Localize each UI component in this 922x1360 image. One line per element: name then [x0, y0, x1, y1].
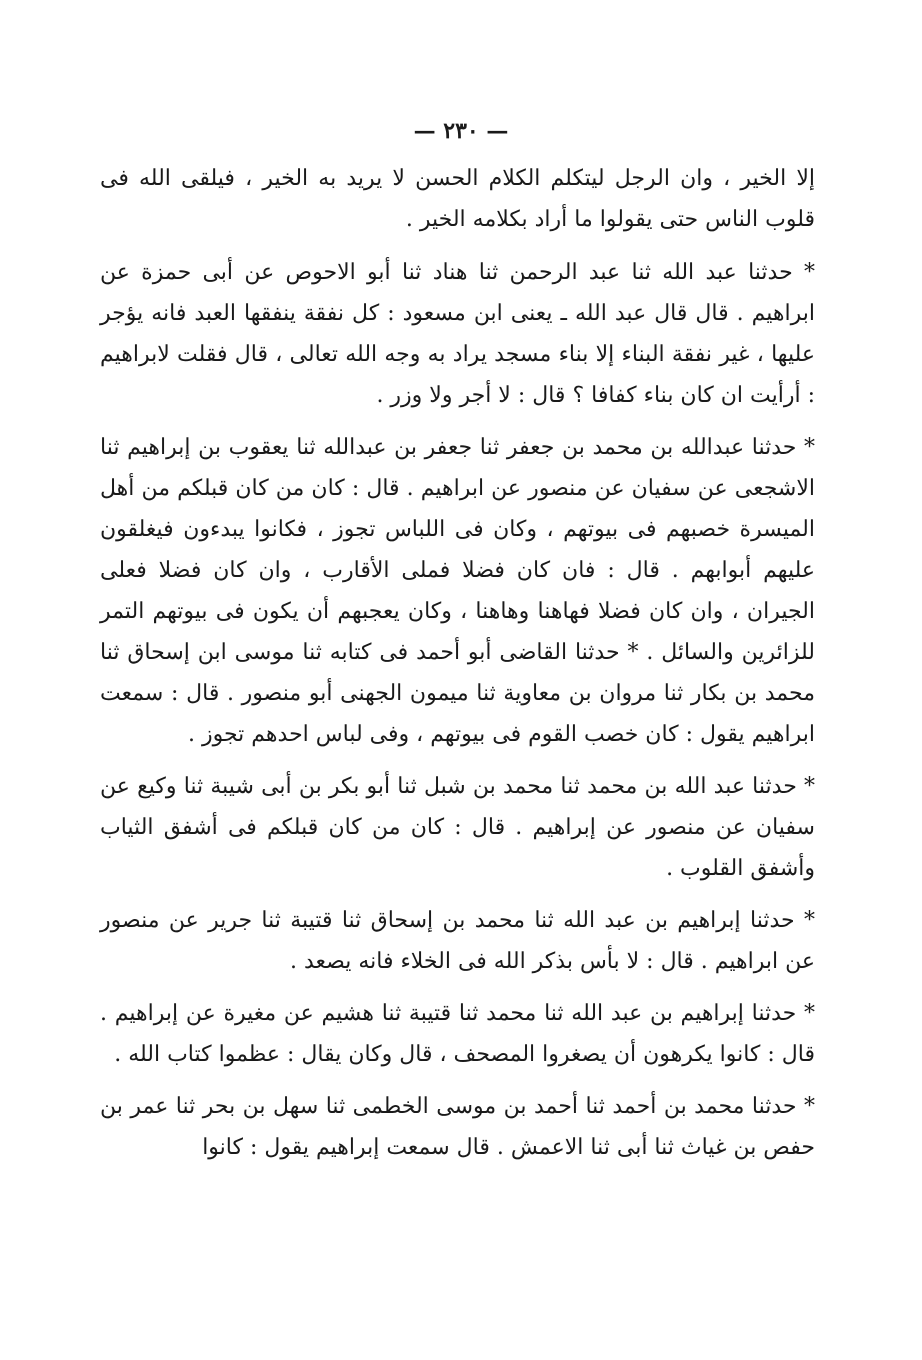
paragraph-1: إلا الخير ، وان الرجل ليتكلم الكلام الحسن لا يريد به الخير ، فيلقى الله فى قلوب الناس حتى يقولوا ما أراد بكلامه الخير . — [100, 166, 815, 232]
paragraph-7: * حدثنا محمد بن أحمد ثنا أحمد بن موسى الخطمى ثنا سهل بن بحر ثنا عمر بن حفص بن غياث ثنا أبى ثنا الاعمش . قال سمعت إبراهيم يقول : كانوا — [100, 1094, 815, 1160]
paragraph-5: * حدثنا إبراهيم بن عبد الله ثنا محمد بن إسحاق ثنا قتيبة ثنا جرير عن منصور عن ابراهيم . قال : لا بأس بذكر الله فى الخلاء فانه يصعد . — [100, 908, 815, 974]
paragraph-4: * حدثنا عبد الله بن محمد ثنا محمد بن شبل ثنا أبو بكر بن أبى شيبة ثنا وكيع عن سفيان عن منصور عن إبراهيم . قال : كان من كان قبلكم فى أشفق الثياب وأشفق القلوب . — [100, 774, 815, 881]
paragraph-2: * حدثنا عبد الله ثنا عبد الرحمن ثنا هناد ثنا أبو الاحوص عن أبى حمزة عن ابراهيم . قال قال عبد الله ـ يعنى ابن مسعود : كل نفقة ينفقها العبد فانه يؤجر عليها ، غير نفقة البناء إلا بناء مسجد يراد به وجه الله تعالى ، قال فقلت لابراهيم : أرأيت ان كان بناء كفافا ؟ قال : لا أجر ولا وزر . — [100, 260, 815, 408]
paragraph-6: * حدثنا إبراهيم بن عبد الله ثنا محمد ثنا قتيبة ثنا هشيم عن مغيرة عن إبراهيم . قال : كانوا يكرهون أن يصغروا المصحف ، قال وكان يقال : عظموا كتاب الله . — [100, 1001, 815, 1067]
body-text — [100, 158, 815, 1179]
paragraph-3: * حدثنا عبدالله بن محمد بن جعفر ثنا جعفر بن عبدالله ثنا يعقوب بن إبراهيم ثنا الاشجعى عن سفيان عن منصور عن ابراهيم . قال : كان من كان قبلكم من أهل الميسرة خصبهم فى بيوتهم ، وكان فى اللباس تجوز ، فكانوا يبدءون فيغلقون عليهم أبوابهم . قال : فان كان فضلا فملى الأقارب ، وان كان فضلا فعلى الجيران ، وان كان فضلا فهاهنا وهاهنا ، وكان يعجبهم أن يكون فى بيوتهم التمر للزائرين والسائل . * حدثنا القاضى أبو أحمد فى كتابه ثنا موسى ابن إسحاق ثنا محمد بن بكار ثنا مروان بن معاوية ثنا ميمون الجهنى أبو منصور . قال : سمعت ابراهيم يقول : كان خصب القوم فى بيوتهم ، وفى لباس احدهم تجوز . — [100, 435, 815, 747]
page-number: — ٢٣٠ — — [413, 118, 509, 144]
